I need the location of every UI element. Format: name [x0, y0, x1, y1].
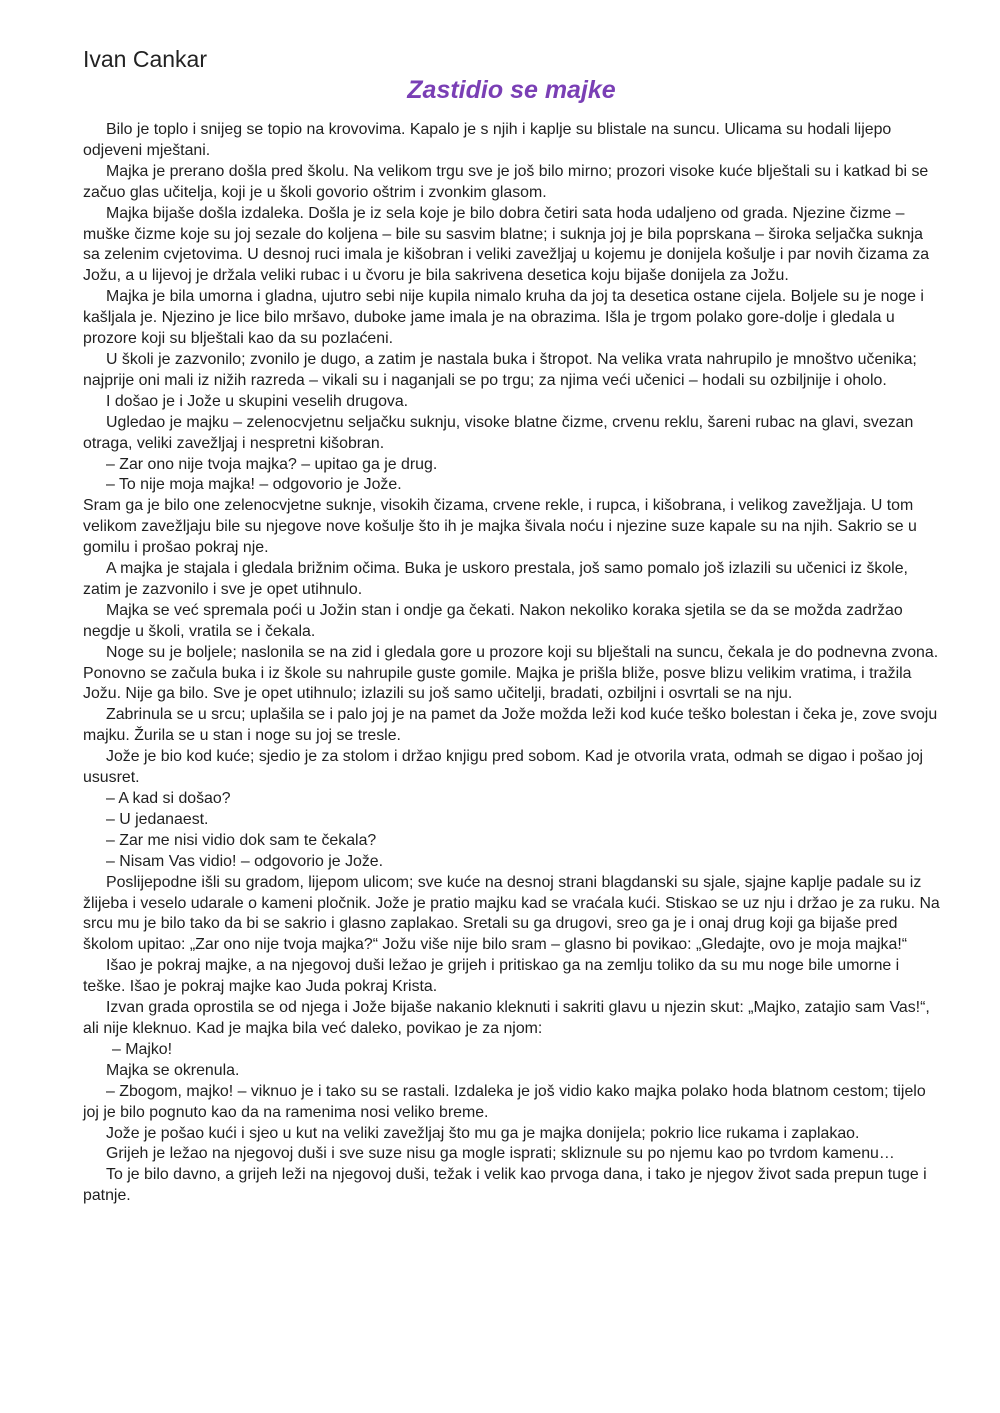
story-paragraph: U školi je zazvonilo; zvonilo je dugo, a zatim je nastala buka i štropot. Na velika vrata nahrupilo je mnoštvo učenika; najprije oni mali iz nižih razreda – vikali su i naganjali se po trgu; za njima veći učenici – hodali su ozbiljnije i oholo. — [83, 350, 917, 389]
author-name: Ivan Cankar — [83, 46, 208, 72]
story-paragraph: – Nisam Vas vidio! – odgovorio je Jože. — [106, 852, 384, 870]
story-paragraph: – Majko! — [112, 1040, 173, 1058]
story-paragraph: Grijeh je ležao na njegovoj duši i sve suze nisu ga mogle isprati; skliznule su po njemu kao po tvrdom kamenu… — [106, 1145, 895, 1163]
story-paragraph: I došao je i Jože u skupini veselih drugova. — [106, 392, 409, 410]
story-paragraph: – Zar ono nije tvoja majka? – upitao ga je drug. — [106, 455, 438, 473]
story-paragraph: Išao je pokraj majke, a na njegovoj duši ležao je grijeh i pritiskao ga na zemlju toliko da su mu noge bile umorne i teške. Išao je pokraj majke kao Juda pokraj Krista. — [83, 957, 900, 996]
story-body — [83, 120, 940, 1207]
story-paragraph: Poslijepodne išli su gradom, lijepom ulicom; sve kuće na desnoj strani blagdanski su sjale, sjajne kaplje padale su iz žlijeba i veselo udarale o kameni pločnik. Jože je pratio majku kad se vraćala kući. Stiskao se uz nju i držao je za ruku. Na srcu mu je bilo tako da bi se sakrio i glasno zaplakao. Sretali su ga drugovi, sreo ga je i onaj drug koji ga bijaše pred školom upitao: „Zar ono nije tvoja majka?“ Jožu više nije bilo sram – glasno bi povikao: „Gledajte, ovo je moja majka!“ — [83, 873, 940, 954]
story-paragraph: Bilo je toplo i snijeg se topio na krovovima. Kapalo je s njih i kaplje su blistale na suncu. Ulicama su hodali lijepo odjeveni mještani. — [83, 121, 892, 159]
story-paragraph: Ugledao je majku – zelenocvjetnu seljačku suknju, visoke blatne čizme, crvenu reklu, šareni rubac na glavi, svezan otraga, veliki zavežljaj i nespretni kišobran. — [83, 413, 914, 452]
story-paragraph: Zabrinula se u srcu; uplašila se i palo joj je na pamet da Jože možda leži kod kuće teško bolestan i čeka je, zove svoju majku. Žurila se u stan i noge su joj se tresle. — [83, 706, 938, 745]
story-paragraph: Majka bijaše došla izdaleka. Došla je iz sela koje je bilo dobra četiri sata hoda udaljeno od grada. Njezine čizme – muške čizme koje su joj sezale do koljena – bile su sasvim blatne; i suknja joj je bila poprskana – široka seljačka suknja sa zelenim cvjetovima. U desnoj ruci imala je kišobran i veliki zavežljaj u kojemu je donijela košulje i par novih čizama za Jožu, a u lijevoj je držala veliki rubac i u čvoru je bila sakrivena desetica koju bijaše donijela za Jožu. — [83, 204, 930, 285]
story-paragraph: Noge su je boljele; naslonila se na zid i gledala gore u prozore koji su blještali na suncu, čekala je do podnevna zvona. Ponovno se začula buka i iz škole su nahrupile guste gomile. Majka je prišla bliže, posve blizu velikim vratima, i tražila Jožu. Nije ga bilo. Sve je opet utihnulo; izlazili su još samo učitelji, bradati, ozbiljni i osvrtali se na nju. — [83, 643, 939, 703]
story-paragraph: Sram ga je bilo one zelenocvjetne suknje, visokih čizama, crvene rekle, i rupca, i kišobrana, i velikog zavežljaja. U tom velikom zavežljaju bile su njegove nove košulje što ih je majka šivala noću i njezine suze kapale su na njih. Sakrio se u gomilu i prošao pokraj nje. — [83, 497, 917, 557]
story-paragraph: – A kad si došao? — [106, 790, 231, 807]
story-paragraph: – To nije moja majka! – odgovorio je Jože. — [106, 476, 402, 494]
story-paragraph: To je bilo davno, a grijeh leži na njegovoj duši, težak i velik kao prvoga dana, i tako je njegov život sada prepun tuge i patnje. — [83, 1166, 927, 1205]
story-paragraph: Izvan grada oprostila se od njega i Jože bijaše nakanio kleknuti i sakriti glavu u njezin skut: „Majko, zatajio sam Vas!“, ali nije kleknuo. Kad je majka bila već daleko, povikao je za njom: — [83, 999, 930, 1037]
story-title: Zastidio se majke — [407, 76, 616, 104]
story-paragraph: – Zbogom, majko! – viknuo je i tako su se rastali. Izdaleka je još vidio kako majka polako hoda blatnom cestom; tijelo joj je bilo pognuto kao da na ramenima nosi veliko breme. — [83, 1082, 926, 1121]
story-paragraph: Jože je pošao kući i sjeo u kut na veliki zavežljaj što mu ga je majka donijela; pokrio lice rukama i zaplakao. — [106, 1124, 860, 1142]
story-paragraph: Majka je bila umorna i gladna, ujutro sebi nije kupila nimalo kruha da joj ta desetica ostane cijela. Boljele su je noge i kašljala je. Njezino je lice bilo mršavo, duboke jame imala je na obrazima. Išla je trgom polako gore-dolje i gledala u prozore koji su blještali kao da su pozlaćeni. — [83, 288, 924, 348]
story-paragraph: Jože je bio kod kuće; sjedio je za stolom i držao knjigu pred sobom. Kad je otvorila vrata, odmah se digao i pošao joj ususret. — [83, 748, 924, 787]
story-paragraph: Majka se okrenula. — [106, 1061, 240, 1079]
story-paragraph: – U jedanaest. — [106, 810, 209, 828]
story-paragraph: Majka se već spremala poći u Jožin stan i ondje ga čekati. Nakon nekoliko koraka sjetila se da se možda zadržao negdje u školi, vratila se i čekala. — [83, 601, 903, 640]
story-paragraph: Majka je prerano došla pred školu. Na velikom trgu sve je još bilo mirno; prozori visoke kuće blještali su i katkad bi se začuo glas učitelja, koji je u školi govorio oštrim i zvonkim glasom. — [83, 162, 929, 201]
story-paragraph: – Zar me nisi vidio dok sam te čekala? — [106, 831, 377, 849]
story-paragraph: A majka je stajala i gledala brižnim očima. Buka je uskoro prestala, još samo pomalo još izlazili su učenici iz škole, zatim je zazvonilo i sve je opet utihnulo. — [83, 560, 908, 598]
